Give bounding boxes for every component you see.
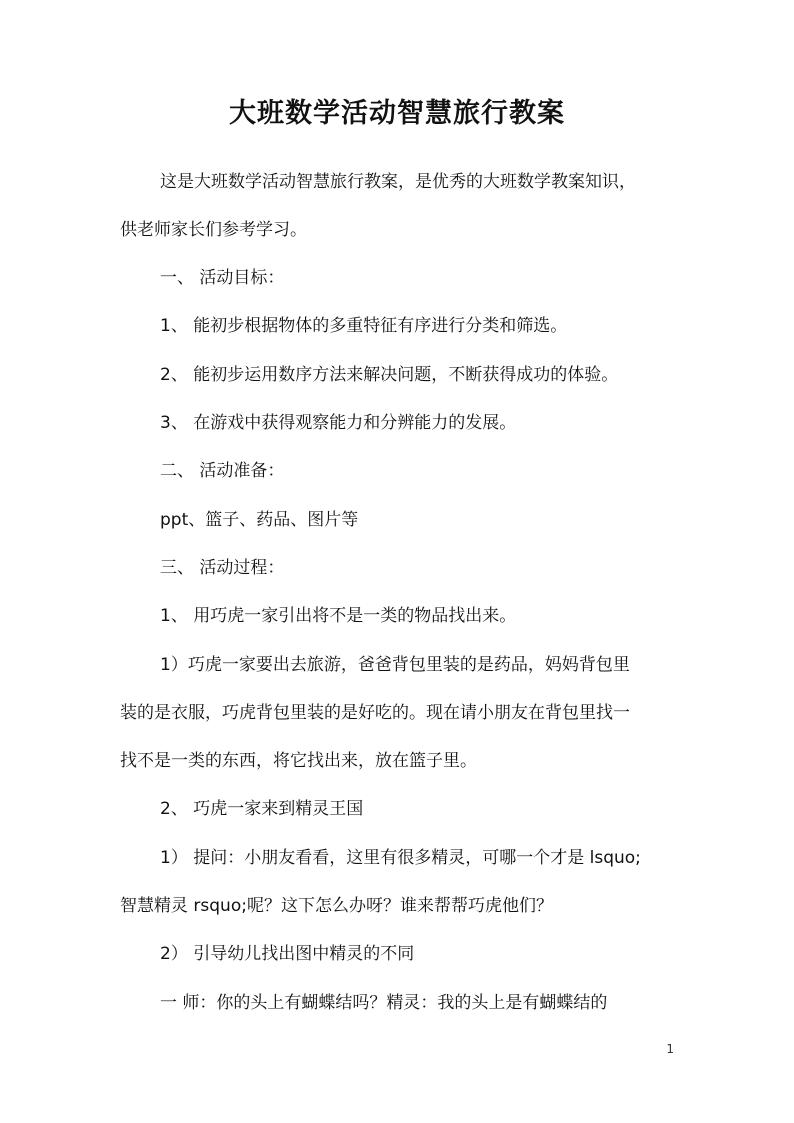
list-item: 1、 用巧虎一家引出将不是一类的物品找出来。: [160, 606, 517, 626]
list-item: 2、 能初步运用数序方法来解决问题，不断获得成功的体验。: [160, 365, 619, 385]
paragraph-line: 找不是一类的东西，将它找出来，放在篮子里。: [120, 751, 477, 771]
paragraph-line: 1）巧虎一家要出去旅游，爸爸背包里装的是药品，妈妈背包里: [160, 655, 630, 675]
section-heading: 一、 活动目标：: [160, 268, 285, 288]
page-number: 1: [666, 1042, 674, 1056]
paragraph-line: 2） 引导幼儿找出图中精灵的不同: [160, 944, 415, 964]
paragraph-line: 1） 提问：小朋友看看，这里有很多精灵，可哪一个才是 lsquo;: [160, 848, 641, 868]
document-title: 大班数学活动智慧旅行教案: [229, 98, 565, 129]
list-item: 2、 巧虎一家来到精灵王国: [160, 799, 364, 819]
list-item: 3、 在游戏中获得观察能力和分辨能力的发展。: [160, 413, 517, 433]
paragraph-line: ppt、篮子、药品、图片等: [160, 510, 359, 530]
paragraph-line: 供老师家长们参考学习。: [120, 220, 307, 240]
list-item: 1、 能初步根据物体的多重特征有序进行分类和筛选。: [160, 316, 568, 336]
paragraph-line: 智慧精灵 rsquo;呢？这下怎么办呀？谁来帮帮巧虎他们？: [120, 896, 553, 916]
paragraph-line: 一 师：你的头上有蝴蝶结吗？精灵：我的头上是有蝴蝶结的: [160, 993, 608, 1013]
paragraph-line: 装的是衣服，巧虎背包里装的是好吃的。现在请小朋友在背包里找一: [120, 703, 630, 723]
section-heading: 三、 活动过程：: [160, 558, 285, 578]
section-heading: 二、 活动准备：: [160, 461, 285, 481]
paragraph-line: 这是大班数学活动智慧旅行教案，是优秀的大班数学教案知识，: [160, 172, 636, 192]
